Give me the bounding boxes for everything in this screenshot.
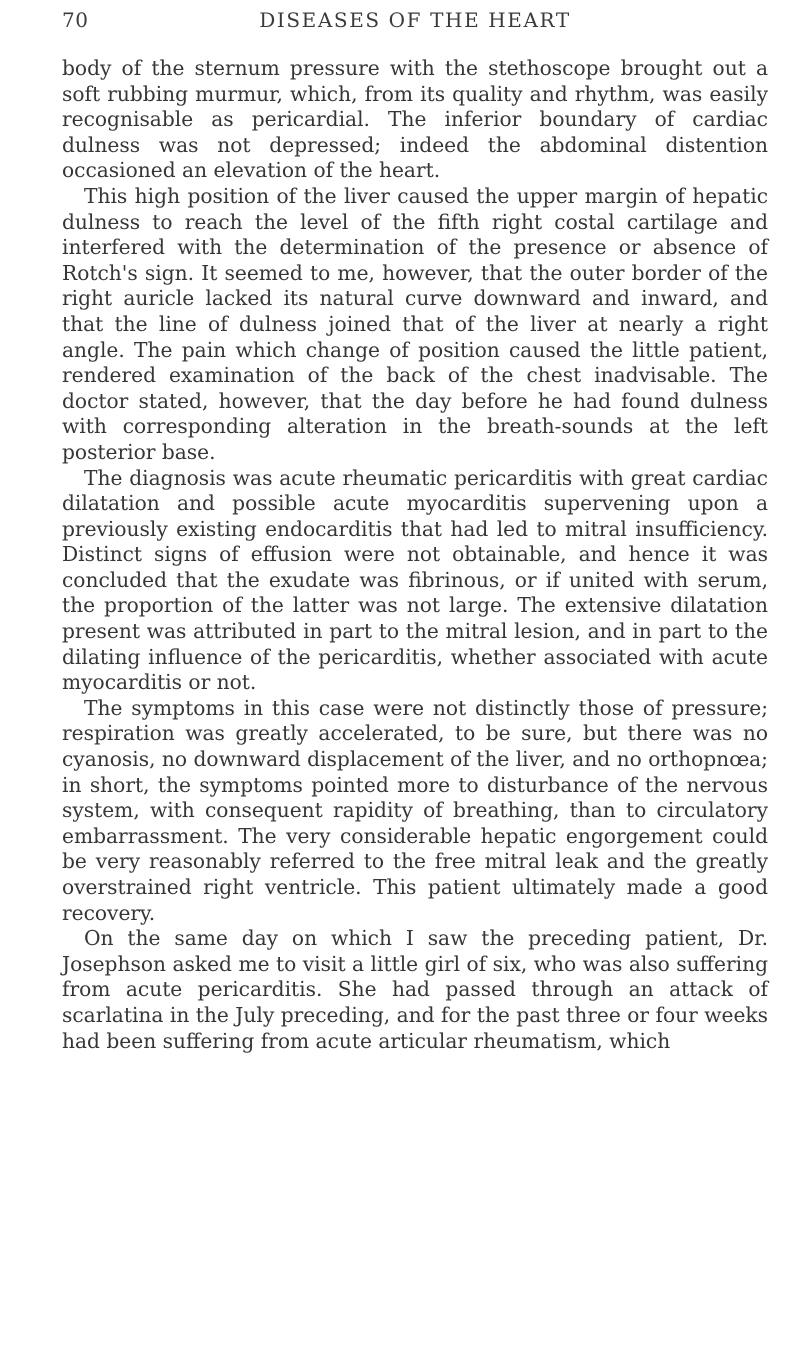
body-text [62, 56, 768, 1054]
page-header [62, 4, 768, 40]
paragraph-5: On the same day on which I saw the preceding patient, Dr. Josephson asked me to visit a little girl of six, who was also suffering from acute pericarditis. She had passed through an attack of scarlatina in the July preceding, and for the past three or four weeks had been suffering from acute articular rheumatism, which [62, 926, 768, 1053]
paragraph-1: body of the sternum pressure with the stethoscope brought out a soft rubbing murmur, which, from its quality and rhythm, was easily recognisable as pericardial. The inferior boundary of cardiac dulness was not depressed; indeed the abdominal distention occasioned an elevation of the heart. [62, 56, 768, 183]
paragraph-4: The symptoms in this case were not distinctly those of pressure; respiration was greatly accelerated, to be sure, but there was no cyanosis, no downward displacement of the liver, and no orthopnœa; in short, the symptoms pointed more to disturbance of the nervous system, with consequent rapidity of breathing, than to circulatory embarrassment. The very considerable hepatic engorgement could be very reasonably referred to the free mitral leak and the greatly overstrained right ventricle. This patient ultimately made a good recovery. [62, 695, 768, 925]
paragraph-2: This high position of the liver caused the upper margin of hepatic dulness to reach the level of the fifth right costal cartilage and interfered with the determination of the presence or absence of Rotch's sign. It seemed to me, however, that the outer border of the right auricle lacked its natural curve downward and inward, and that the line of dulness joined that of the liver at nearly a right angle. The pain which change of position caused the little patient, rendered examination of the back of the chest inadvisable. The doctor stated, however, that the day before he had found dulness with corresponding alteration in the breath-sounds at the left posterior base. [62, 183, 768, 464]
paragraph-3: The diagnosis was acute rheumatic pericarditis with great cardiac dilatation and possible acute myocarditis supervening upon a previously existing endocarditis that had led to mitral insufficiency. Distinct signs of effusion were not obtainable, and hence it was concluded that the exudate was fibrinous, or if united with serum, the proportion of the latter was not large. The extensive dilatation present was attributed in part to the mitral lesion, and in part to the dilating influence of the pericarditis, whether associated with acute myocarditis or not. [62, 465, 768, 695]
running-head: DISEASES OF THE HEART [259, 8, 571, 32]
page-number: 70 [62, 8, 89, 32]
